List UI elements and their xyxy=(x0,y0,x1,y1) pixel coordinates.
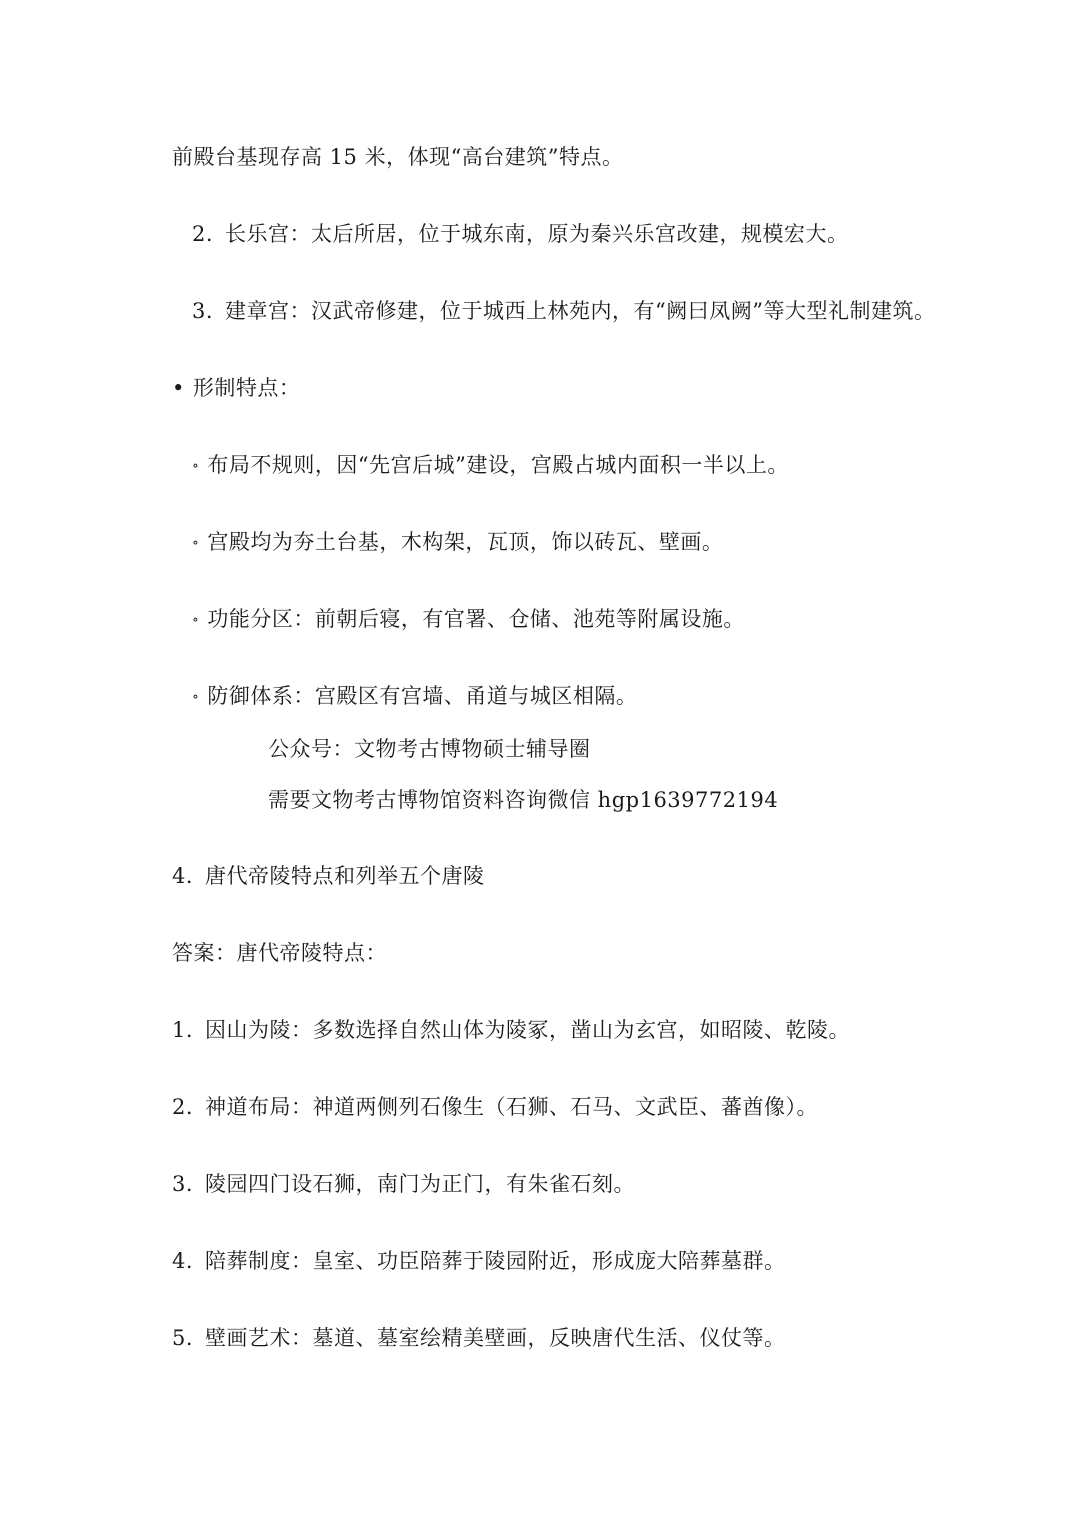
item-number: 1. xyxy=(172,1018,194,1042)
feature-point-4 xyxy=(192,682,637,711)
item-number: 3. xyxy=(172,1172,194,1196)
answer-heading xyxy=(172,939,387,967)
circle-bullet-icon: ∘ xyxy=(192,612,200,628)
item-text: 陪葬制度：皇室、功臣陪葬于陵园附近，形成庞大陪葬墓群。 xyxy=(205,1249,786,1273)
item-number: 2. xyxy=(172,1095,194,1119)
feature-point-1 xyxy=(192,451,789,480)
answer-item-2 xyxy=(172,1093,818,1121)
question-text: 唐代帝陵特点和列举五个唐陵 xyxy=(205,864,485,888)
answer-item-5 xyxy=(172,1324,786,1352)
promo-contact-line xyxy=(268,786,778,814)
palace-item-2 xyxy=(192,220,849,248)
item-number: 4. xyxy=(172,1249,194,1273)
circle-bullet-icon: ∘ xyxy=(192,535,200,551)
intro-line xyxy=(172,143,624,171)
promo-account-line xyxy=(268,735,591,763)
answer-item-1 xyxy=(172,1016,850,1044)
question-number: 4. xyxy=(172,864,194,888)
item-text: 长乐宫：太后所居，位于城东南，原为秦兴乐宫改建，规模宏大。 xyxy=(225,222,849,246)
item-number: 5. xyxy=(172,1326,194,1350)
feature-text: 防御体系：宫殿区有宫墙、甬道与城区相隔。 xyxy=(207,684,638,708)
item-text: 壁画艺术：墓道、墓室绘精美壁画，反映唐代生活、仪仗等。 xyxy=(205,1326,786,1350)
feature-text: 布局不规则，因“先宫后城”建设，宫殿占城内面积一半以上。 xyxy=(207,453,789,477)
feature-point-3 xyxy=(192,605,745,634)
features-heading-text: 形制特点： xyxy=(192,376,301,400)
features-heading xyxy=(172,374,300,402)
item-text: 建章宫：汉武帝修建，位于城西上林苑内，有“阙曰凤阙”等大型礼制建筑。 xyxy=(225,299,936,323)
item-text: 陵园四门设石狮，南门为正门，有朱雀石刻。 xyxy=(205,1172,636,1196)
item-text: 神道布局：神道两侧列石像生（石狮、石马、文武臣、蕃酋像）。 xyxy=(205,1095,819,1119)
intro-text: 前殿台基现存高 15 米，体现“高台建筑”特点。 xyxy=(172,145,624,169)
item-number: 2. xyxy=(192,222,214,246)
promo-contact-text: 需要文物考古博物馆资料咨询微信 hgp1639772194 xyxy=(268,788,779,812)
circle-bullet-icon: ∘ xyxy=(192,458,200,474)
feature-point-2 xyxy=(192,528,723,557)
bullet-icon: • xyxy=(172,376,185,400)
feature-text: 宫殿均为夯土台基，木构架，瓦顶，饰以砖瓦、壁画。 xyxy=(207,530,724,554)
circle-bullet-icon: ∘ xyxy=(192,689,200,705)
item-text: 因山为陵：多数选择自然山体为陵冢，凿山为玄宫，如昭陵、乾陵。 xyxy=(205,1018,851,1042)
answer-heading-text: 答案：唐代帝陵特点： xyxy=(172,941,387,965)
palace-item-3 xyxy=(192,297,936,325)
answer-item-4 xyxy=(172,1247,786,1275)
promo-account-text: 公众号：文物考古博物硕士辅导圈 xyxy=(268,737,591,761)
question-4 xyxy=(172,862,485,890)
item-number: 3. xyxy=(192,299,214,323)
answer-item-3 xyxy=(172,1170,635,1198)
feature-text: 功能分区：前朝后寝，有官署、仓储、池苑等附属设施。 xyxy=(207,607,745,631)
